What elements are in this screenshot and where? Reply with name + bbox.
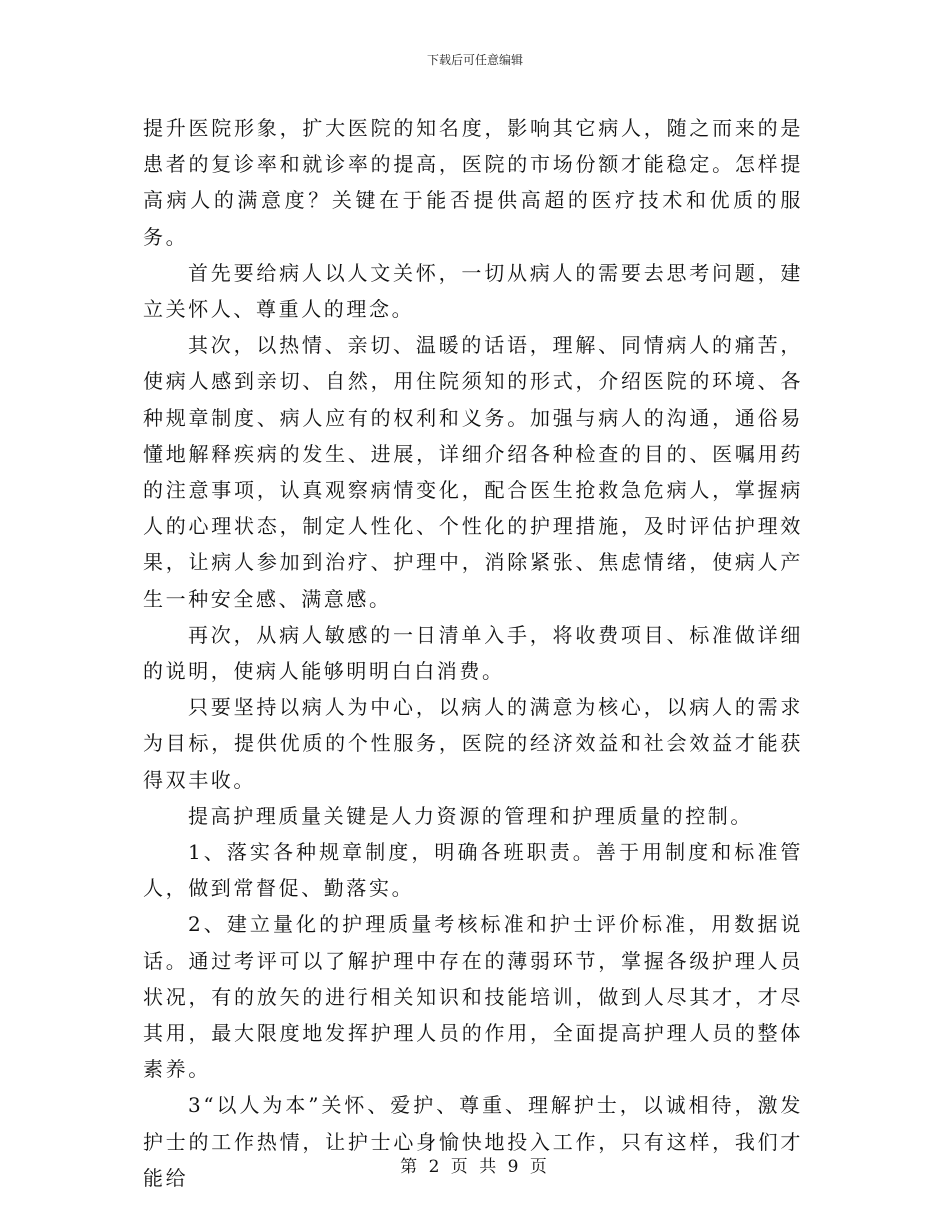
document-body [143,110,803,1196]
paragraph-4: 再次，从病人敏感的一日清单入手，将收费项目、标准做详细的说明，使病人能够明明白白消费。 [143,622,803,684]
paragraph-5: 只要坚持以病人为中心，以病人的满意为核心，以病人的需求为目标，提供优质的个性服务，医院的经济效益和社会效益才能获得双丰收。 [143,695,803,792]
paragraph-2: 首先要给病人以人文关怀，一切从病人的需要去思考问题，建立关怀人、尊重人的理念。 [143,260,803,322]
paragraph-3: 其次，以热情、亲切、温暖的话语，理解、同情病人的痛苦，使病人感到亲切、自然，用住院须知的形式，介绍医院的环境、各种规章制度、病人应有的权利和义务。加强与病人的沟通，通俗易懂地解释疾病的发生、进展，详细介绍各种检查的目的、医嘱用药的注意事项，认真观察病情变化，配合医生抢救急危病人，掌握病人的心理状态，制定人性化、个性化的护理措施，及时评估护理效果，让病人参加到治疗、护理中，消除紧张、焦虑情绪，使病人产生一种安全感、满意感。 [143,333,803,611]
page-footer: 第 2 页 共 9 页 [400,1157,550,1177]
paragraph-1: 提升医院形象，扩大医院的知名度，影响其它病人，随之而来的是患者的复诊率和就诊率的提高，医院的市场份额才能稳定。怎样提高病人的满意度？关键在于能否提供高超的医疗技术和优质的服务。 [143,116,803,249]
paragraph-7: 1、落实各种规章制度，明确各班职责。善于用制度和标准管人，做到常督促、勤落实。 [143,840,803,901]
paragraph-9: 3“以人为本”关怀、爱护、尊重、理解护士，以诚相待，激发护士的工作热情，让护士心身愉快地投入工作，只有这样，我们才能给 [143,1093,803,1190]
page-header: 下载后可任意编辑 [426,53,523,67]
paragraph-6: 提高护理质量关键是人力资源的管理和护理质量的控制。 [188,803,753,828]
paragraph-8: 2、建立量化的护理质量考核标准和护士评价标准，用数据说话。通过考评可以了解护理中存在的薄弱环节，掌握各级护理人员状况，有的放矢的进行相关知识和技能培训，做到人尽其才，才尽其用，最大限度地发挥护理人员的作用，全面提高护理人员的整体素养。 [143,912,803,1082]
